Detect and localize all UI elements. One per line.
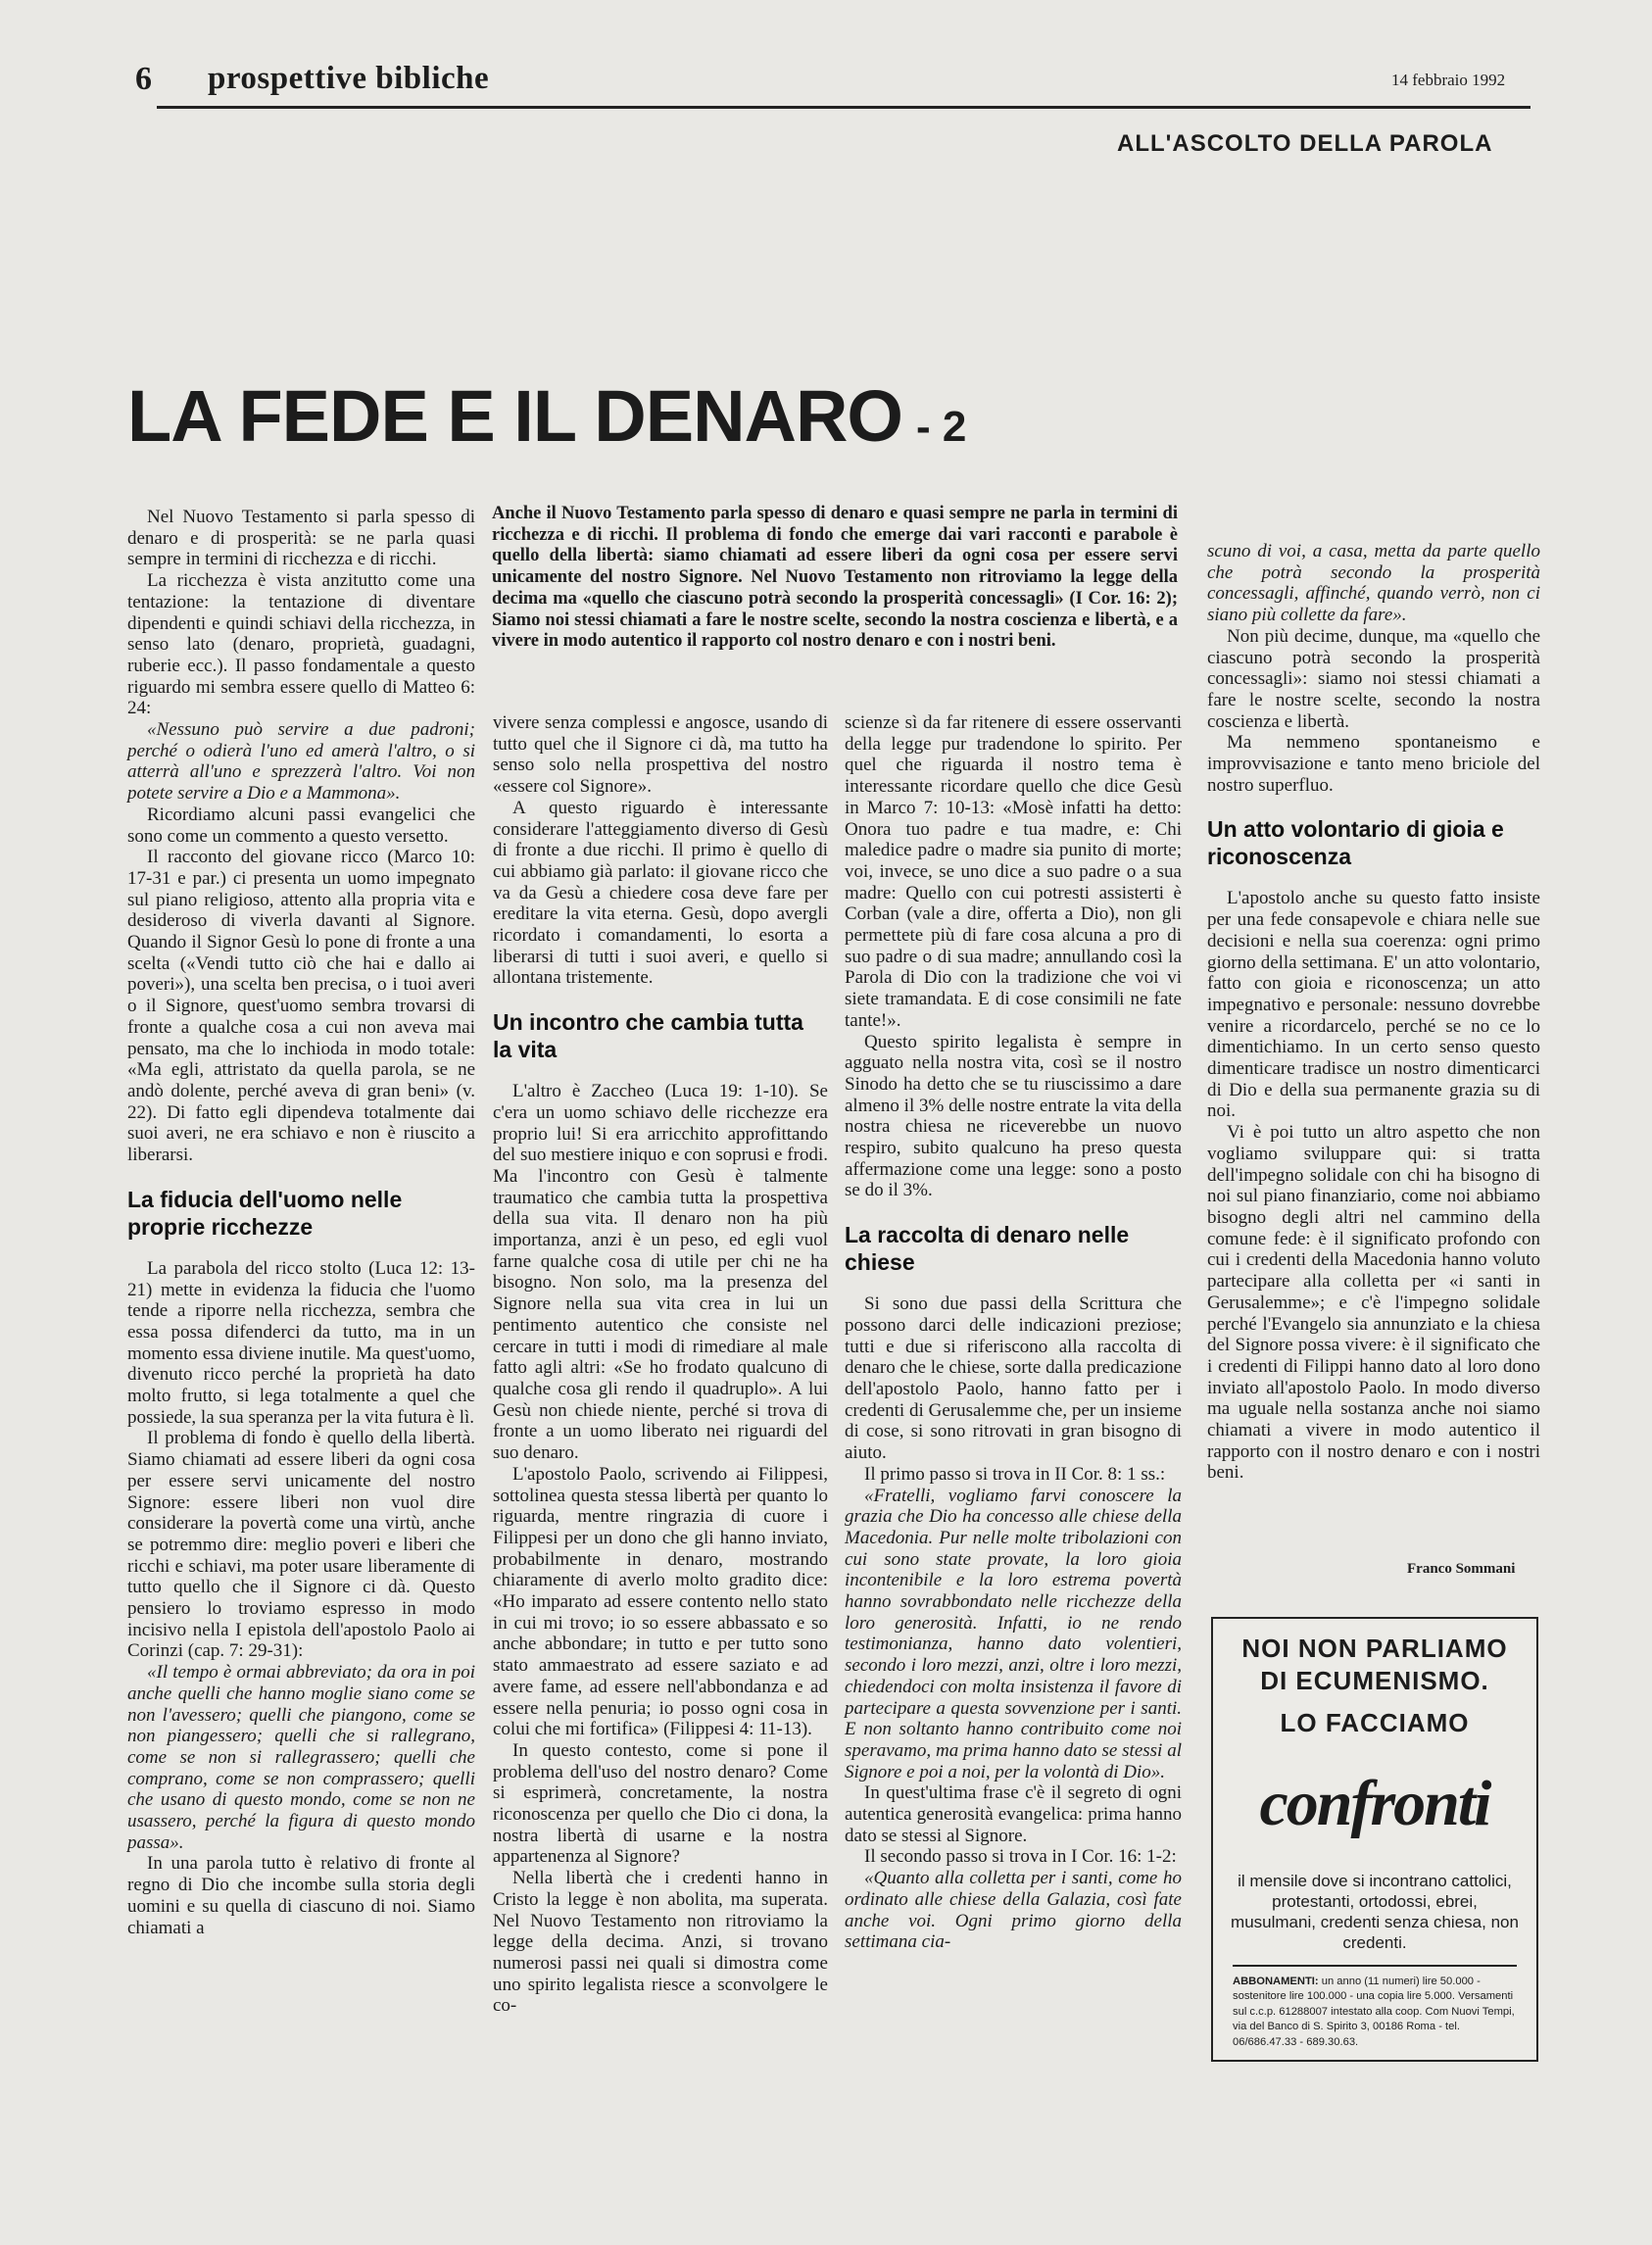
paragraph: Nel Nuovo Testamento si parla spesso di denaro e di prosperità: se ne parla quasi sempre in termini di ricchezza e di ricchi. — [127, 507, 475, 570]
subscriptions-text: un anno (11 numeri) lire 50.000 - sostenitore lire 100.000 - una copia lire 5.000. Versamenti sul c.c.p. 61288007 intestato alla coop. Com Nuovi Tempi, via del Banco di S. Spirito 3, 00186 Roma - tel. 06/686.47.33 - 689.30.63. — [1233, 1975, 1515, 2048]
quotation: «Il tempo è ormai abbreviato; da ora in poi anche quelli che hanno moglie siano come se non l'avessero; quelli che piangono, come se non piangessero; quelli che si rallegrano, come se non si rallegrassero; quelli che comprano, come se non comprassero; quelli che usano di questo mondo, come se non ne usassero, perché la figura di questo mondo passa». — [127, 1662, 475, 1853]
paragraph: Il secondo passo si trova in I Cor. 16: 1-2: — [864, 1846, 1177, 1868]
paragraph: In una parola tutto è relativo di fronte al regno di Dio che incombe sulla storia degli uomini e su quella di ciascuno di noi. Siamo chiamati a — [127, 1853, 475, 1938]
paragraph: A questo riguardo è interessante considerare l'atteggiamento diverso di Gesù di fronte a due ricchi. Il primo è quello di cui abbiamo già parlato: il giovane ricco che va da Gesù a chiedere cosa deve fare per ereditare la vita eterna. Gesù, dopo avergli ricordato i comandamenti, lo esorta a liberarsi di tutti i suoi averi, e quello si allontana tristemente. — [493, 797, 828, 989]
paragraph: scienze sì da far ritenere di essere osservanti della legge pur tradendone lo spirito. Per quel che riguarda il nostro tema è interessante ricordare quello che dice Gesù in Marco 7: 10-13: «Mosè infatti ha detto: Onora tuo padre e tua madre, e: Chi maledice padre o madre sia punito di morte; voi, invece, se uno dice a suo padre o a sua madre: Quello con cui potresti assisterti è Corban (vale a dire, offerta a Dio), non gli permettete più di fare cosa alcuna a pro di suo padre o di sua madre; annullando così la Parola di Dio con la tradizione che voi vi siete tramandata. E di cose consimili ne fate tante!». — [845, 712, 1182, 1031]
quotation: «Nessuno può servire a due padroni; perché o odierà l'uno ed amerà l'altro, o si atterrà all'uno e sprezzerà l'altro. Voi non potete servire a Dio e a Mammona». — [127, 719, 475, 805]
article-intro: Anche il Nuovo Testamento parla spesso di denaro e quasi sempre ne parla in termini di ricchezza e di ricchi. Il problema di fondo che emerge dai vari racconti e parabole è quello della libertà: siamo chiamati ad essere liberi da ogni cosa per essere servi unicamente del nostro Signore. Nel Nuovo Testamento non ritroviamo la legge della decima ma «quello che ciascuno potrà secondo la prosperità concessagli» (I Cor. 16: 2); Siamo noi stessi chiamati a fare le nostre scelte, secondo la nostra coscienza e libertà, e a vivere in modo autentico il rapporto col nostro denaro e con i nostri beni. — [492, 504, 1178, 652]
publication-name: prospettive bibliche — [208, 61, 490, 96]
ad-subscriptions — [1233, 1965, 1517, 2051]
quotation: «Fratelli, vogliamo farvi conoscere la grazia che Dio ha concesso alle chiese della Macedonia. Pur nelle molte tribolazioni con cui sono state provate, la loro gioia incontenibile e la loro estrema povertà hanno sovrabbondato nelle ricchezze della loro generosità. Infatti, io ne rendo testimonianza, hanno dato volentieri, secondo i loro mezzi, anzi, oltre i loro mezzi, chiedendoci con molta insistenza il favore di partecipare a questa sovvenzione per i santi. E non soltanto hanno contribuito come noi speravamo, ma prima hanno dato se stessi al Signore e poi a noi, per la volontà di Dio». — [845, 1485, 1182, 1782]
ad-headline: NOI NON PARLIAMO — [1241, 1634, 1508, 1663]
paragraph: La parabola del ricco stolto (Luca 12: 13-21) mette in evidenza la fiducia che l'uomo tende a riporre nella ricchezza, sembra che essa possa difenderci da tutto, ma in un momento essa diviene inutile. Ma quest'uomo, divenuto ricco perché la proprietà ha dato molto frutto, si lega totalmente a quel che possiede, la sua speranza per la vita futura è lì. — [127, 1257, 475, 1428]
section-heading: ALL'ASCOLTO DELLA PAROLA — [1117, 130, 1493, 157]
ad-headline: DI ECUMENISMO. — [1260, 1666, 1489, 1695]
confronti-logo: confronti — [1259, 1768, 1490, 1839]
subheading: La fiducia dell'uomo nelle proprie ricchezze — [127, 1186, 403, 1240]
paragraph: Il primo passo si trova in II Cor. 8: 1 ss.: — [864, 1463, 1166, 1485]
ad-headline: LO FACCIAMO — [1280, 1708, 1470, 1737]
paragraph: Vi è poi tutto un altro aspetto che non vogliamo sviluppare qui: si tratta dell'impegno solidale con chi ha bisogno di noi sul piano finanziario, come noi abbiamo bisogno degli altri nel cammino della comune fede: è il significato profondo con cui i credenti della Macedonia hanno voluto partecipare alla colletta per «i santi in Gerusalemme»; e c'è l'impegno solidale perché l'Evangelo sia annunziato e la chiesa del Signore possa vivere: è il significato che i credenti di Filippi hanno dato al loro dono inviato all'apostolo Paolo. In modo diverso ma uguale nella sostanza anche noi siamo chiamati a vivere in modo autentico il rapporto con il nostro denaro e con i nostri beni. — [1207, 1122, 1540, 1484]
paragraph: Questo spirito legalista è sempre in agguato nella nostra vita, così se il nostro Sinodo ha detto che se tu riuscissimo a dare almeno il 3% delle nostre entrate la vita della nostra chiesa ne riceverebbe un nuovo respiro, subito qualcuno ha preso questa affermazione come una legge: sono a posto se do il 3%. — [845, 1031, 1182, 1201]
paragraph: Ricordiamo alcuni passi evangelici che sono come un commento a questo versetto. — [127, 804, 475, 847]
column-1 — [127, 507, 475, 1938]
column-2 — [493, 712, 828, 2017]
subheading: Un atto volontario di gioia e riconoscenza — [1207, 816, 1504, 870]
article-title-text: LA FEDE E IL DENARO — [127, 375, 902, 457]
paragraph: Ma nemmeno spontaneismo e improvvisazione e tanto meno briciole del nostro superfluo. — [1207, 732, 1540, 796]
paragraph: Nella libertà che i credenti hanno in Cristo la legge è non abolita, ma superata. Nel Nuovo Testamento non ritroviamo la legge della decima. Anzi, si trovano numerosi passi nei quali si dimostra come uno spirito legalista riesce a sconvolgere le co- — [493, 1868, 828, 2017]
subscriptions-label: ABBONAMENTI: — [1233, 1975, 1319, 1987]
issue-date: 14 febbraio 1992 — [1391, 71, 1506, 89]
subheading: La raccolta di denaro nelle chiese — [845, 1222, 1130, 1276]
header-rule — [157, 106, 1531, 109]
paragraph: L'altro è Zaccheo (Luca 19: 1-10). Se c'era un uomo schiavo delle ricchezze era proprio lui! Si era arricchito approfittando del suo mestiere iniquo e con soprusi e frodi. Ma l'incontro con Gesù è talmente traumatico che cambia tutta la prospettiva della sua vita. Il denaro non ha più importanza, anzi è un peso, ed egli vuol farne qualche cosa di utile per chi ne ha bisogno. Non solo, ma la presenza del Signore nella sua vita crea in lui un pentimento autentico che consiste nel cercare in tutti i modi di rimediare al male fatto agli altri: «Se ho frodato qualcuno di qualche cosa gli rendo il quadruplo». A lui Gesù non chiede niente, perché si trova di fronte a un uomo liberato nei riguardi del suo denaro. — [493, 1081, 828, 1464]
column-3 — [845, 712, 1182, 1953]
quotation: scuno di voi, a casa, metta da parte quello che potrà secondo la prosperità concessagli, affinché, quando verrò, non ci siano più collette da fare». — [1207, 541, 1540, 626]
paragraph: Il problema di fondo è quello della libertà. Siamo chiamati ad essere liberi da ogni cosa per essere servi unicamente del nostro Signore: essere liberi non vuol dire considerare la povertà come una virtù, anche se potremmo dire: meglio poveri e liberi che ricchi e schiavi, ma poter usare liberamente di tutto quello che il Signore ci dà. Questo pensiero lo troviamo espresso in modo incisivo nella I epistola dell'apostolo Paolo ai Corinzi (cap. 7: 29-31): — [127, 1428, 475, 1662]
paragraph: Non più decime, dunque, ma «quello che ciascuno potrà secondo la prosperità concessagli»: siamo noi stessi chiamati a fare le nostre scelte, secondo la nostra coscienza e libertà. — [1207, 625, 1540, 732]
paragraph: Il racconto del giovane ricco (Marco 10: 17-31 e par.) ci presenta un uomo impegnato sul piano religioso, attento alla propria vita e desideroso di viverla davanti al Signore. Quando il Signor Gesù lo pone di fronte a una scelta («Vendi tutto ciò che hai e dallo ai poveri»), una scelta ben precisa, o i tuoi averi o il Signore, quest'uomo sembra trovarsi di fronte a qualche cosa a cui non aveva mai pensato, ma che lo inchioda in modo totale: «Ma egli, attristato da quella parola, se ne andò dolente, perché aveva di gran beni» (v. 22). Di fatto egli dipendeva totalmente dai suoi averi, ne era schiavo e non è riuscito a liberarsi. — [127, 847, 475, 1166]
quotation: «Quanto alla colletta per i santi, come ho ordinato alle chiese della Galazia, così fate anche voi. Ogni primo giorno della settimana cia- — [845, 1868, 1182, 1953]
confronti-advertisement — [1211, 1617, 1538, 2062]
paragraph: In questo contesto, come si pone il problema dell'uso del nostro denaro? Come si esprimerà, concretamente, la nostra riconoscenza per quello che Dio ci dona, la nostra libertà di usarne e la nostra appartenenza al Signore? — [493, 1739, 828, 1868]
column-4 — [1207, 541, 1540, 1484]
page-number: 6 — [135, 61, 152, 97]
paragraph: Si sono due passi della Scrittura che possono darci delle indicazioni preziose; tutti e due si riferiscono alla raccolta di denaro che le chiese, sorte dalla predicazione dell'apostolo Paolo, hanno fatto per i credenti di Gerusalemme che, per un insieme di cose, si sono ritrovati in gran bisogno di aiuto. — [845, 1293, 1182, 1464]
paragraph: L'apostolo anche su questo fatto insiste per una fede consapevole e chiara nelle sue decisioni e nella sua coerenza: ogni primo giorno della settimana. E' un atto volontario, fatto con gioia e riconoscenza; un atto impegnativo e personale: nessuno dovrebbe venire a ricordarcelo, perché se no ce lo dimentichiamo. In un certo senso questo dimenticare tradisce un nostro dimenticarci di Dio e della sua permanente grazia su di noi. — [1207, 888, 1540, 1122]
ad-description: il mensile dove si incontrano cattolici, protestanti, ortodossi, ebrei, musulmani, credenti senza chiesa, non credenti. — [1231, 1872, 1519, 1952]
article-part-number: - 2 — [915, 403, 967, 451]
paragraph: In quest'ultima frase c'è il segreto di ogni autentica generosità evangelica: prima hanno dato se stessi al Signore. — [845, 1782, 1182, 1846]
subheading: Un incontro che cambia tutta la vita — [493, 1009, 803, 1063]
paragraph: La ricchezza è vista anzitutto come una tentazione: la tentazione di diventare dipendenti e quindi schiavi della ricchezza, in senso lato (denaro, proprietà, guadagni, ruberie ecc.). Il passo fondamentale a questo riguardo mi sembra essere quello di Matteo 6: 24: — [127, 570, 475, 719]
paragraph: L'apostolo Paolo, scrivendo ai Filippesi, sottolinea questa stessa libertà per quanto lo riguarda, mentre ringrazia di cuore i Filippesi per un dono che gli hanno inviato, probabilmente in denaro, mostrando chiaramente di averlo molto gradito dice: «Ho imparato ad essere contento nello stato in cui mi trovo; io so essere abbassato e so anche abbondare; in tutto e per tutto sono stato ammaestrato ad essere saziato e ad avere fame, ad essere nell'abbondanza e ad essere nella penuria; io posso ogni cosa in colui che mi fortifica» (Filippesi 4: 11-13). — [493, 1463, 828, 1740]
author-signature: Franco Sommani — [1407, 1561, 1516, 1577]
paragraph: vivere senza complessi e angosce, usando di tutto quel che il Signore ci dà, ma tutto ha senso solo nella prospettiva del nostro «essere col Signore». — [493, 712, 828, 798]
article-title — [127, 375, 967, 457]
